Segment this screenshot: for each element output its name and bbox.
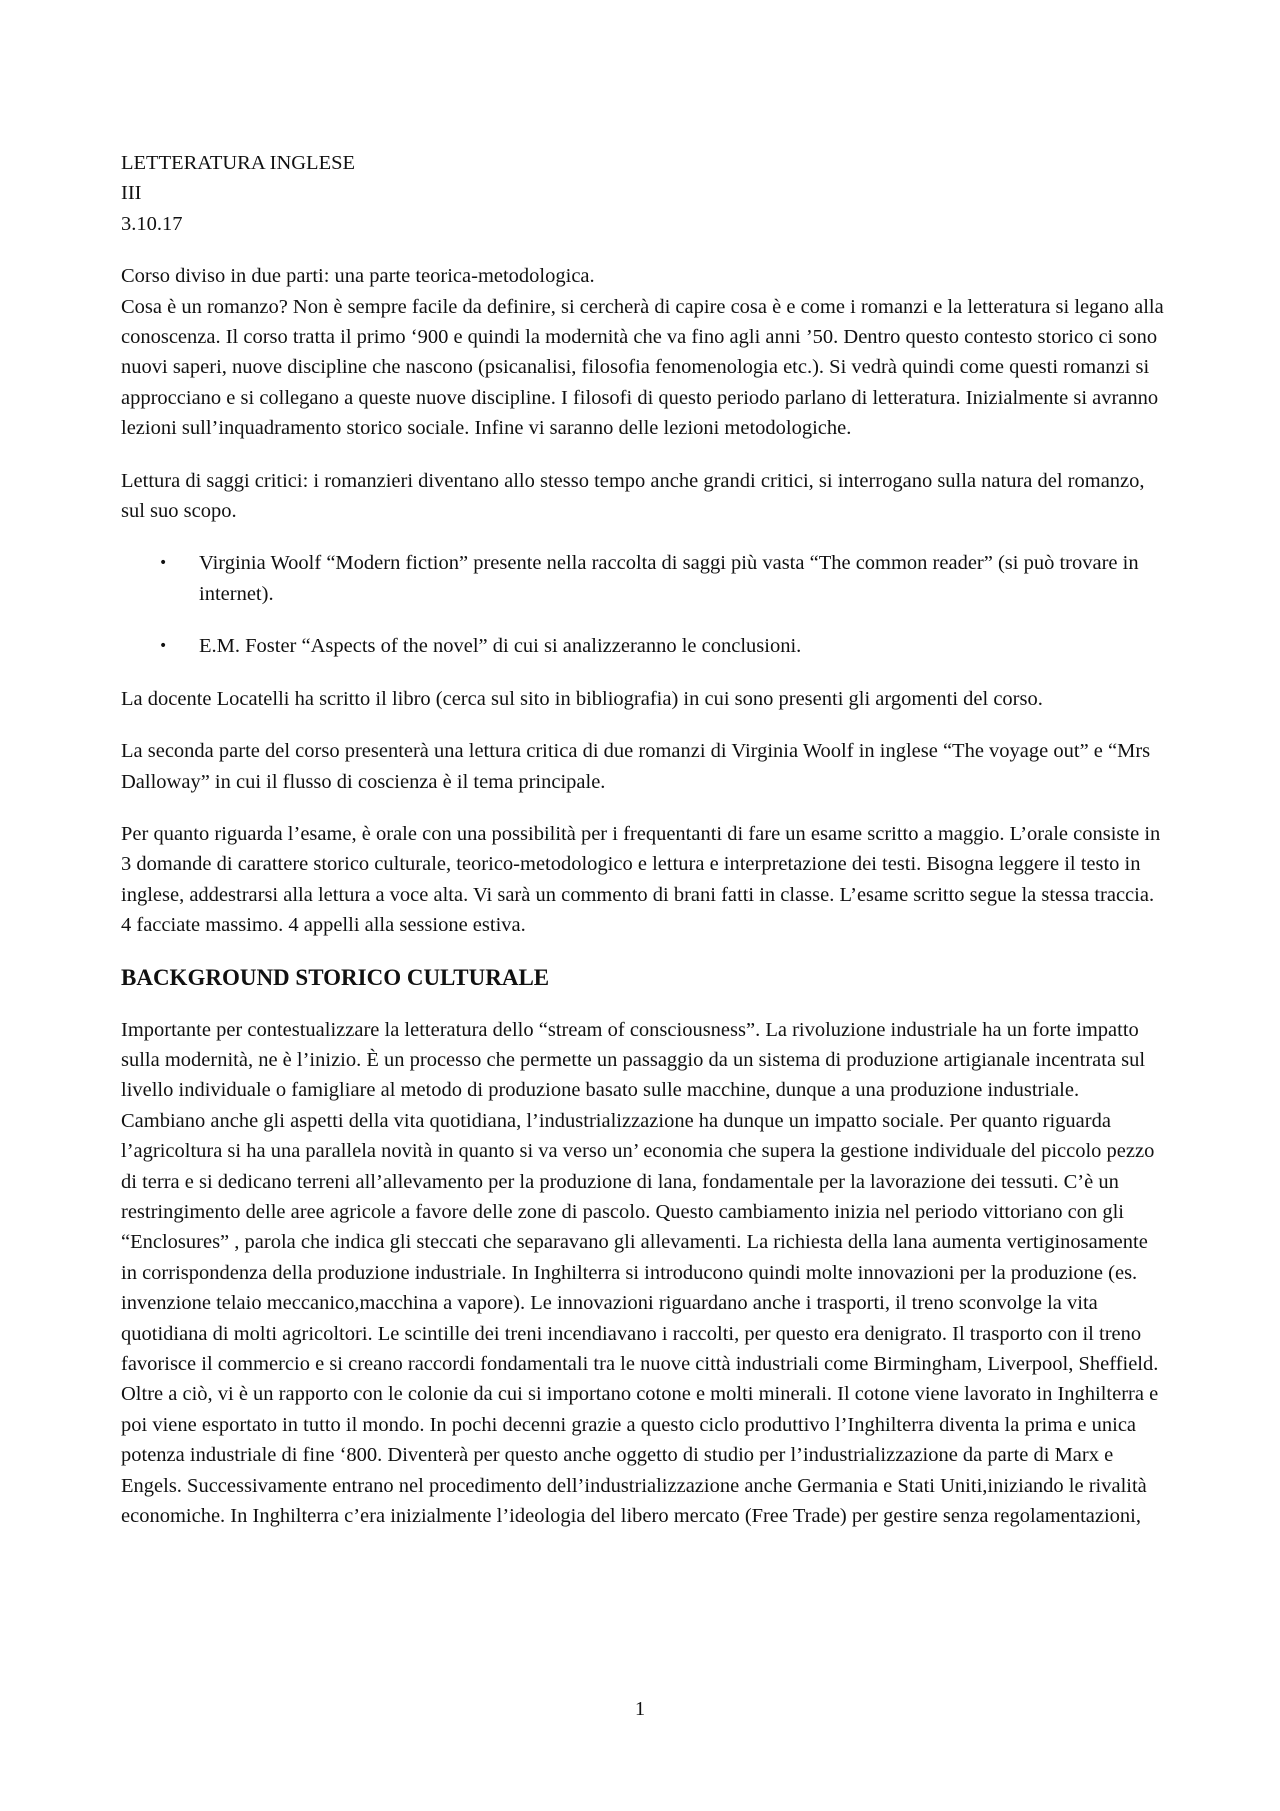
intro-body: Cosa è un romanzo? Non è sempre facile da definire, si cercherà di capire cosa è e come i romanzi e la letteratura si legano alla conoscenza. Il corso tratta il primo ‘900 e quindi la modernità che va fino agli anni ’50. Dentro questo contesto storico ci sono nuovi saperi, nuove discipline che nascono (psicanalisi, filosofia fenomenologia etc.). Si vedrà quindi come questi romanzi si approcciano e si collegano a queste nuove discipline. I filosofi di questo periodo parlano di letteratura. Inizialmente si avranno lezioni sull’inquadramento storico sociale. Infine vi saranno delle lezioni metodologiche. (121, 295, 1164, 440)
list-item (121, 548, 1166, 609)
list-item (121, 631, 1166, 661)
course-title: LETTERATURA INGLESE (121, 152, 356, 174)
intro-line: Corso diviso in due parti: una parte teorica-metodologica. (121, 265, 595, 288)
list-item-text: Virginia Woolf “Modern fiction” presente nella raccolta di saggi più vasta “The common reader” (si può trovare in internet). (199, 552, 1139, 605)
saggi-intro: Lettura di saggi critici: i romanzieri diventano allo stesso tempo anche grandi critici, si interrogano sulla natura del romanzo, sul suo scopo. (121, 469, 1145, 523)
spacer (121, 239, 1166, 261)
course-level: III (121, 182, 142, 205)
seconda-parte-paragraph: La seconda parte del corso presenterà una lettura critica di due romanzi di Virginia Woolf in inglese “The voyage out” e “Mrs Dalloway” in cui il flusso di coscienza è il tema principale. (121, 740, 1151, 793)
section-heading: BACKGROUND STORICO CULTURALE (121, 964, 550, 990)
saggi-list (121, 548, 1166, 661)
intro-paragraph (121, 261, 1166, 443)
section-body: Importante per contestualizzare la letteratura dello “stream of consciousness”. La rivoluzione industriale ha un forte impatto sulla modernità, ne è l’inizio. È un processo che permette un passaggio da un sistema di produzione artigianale incentrata sul livello individuale o famigliare al metodo di produzione basato sulle macchine, dunque a una produzione industriale. Cambiano anche gli aspetti della vita quotidiana, l’industrializzazione ha dunque un impatto sociale. Per quanto riguarda l’agricoltura si ha una parallela novità in quanto si va verso un’ economia che supera la gestione individuale del piccolo pezzo di terra e si dedicano terreni all’allevamento per la produzione di lana, fondamentale per la lavorazione dei tessuti. C’è un restringimento delle aree agricole a favore delle zone di pascolo. Questo cambiamento inizia nel periodo vittoriano con gli “Enclosures” , parola che indica gli steccati che separavano gli allevamenti. La richiesta della lana aumenta vertiginosamente in corrispondenza della produzione industriale. In Inghilterra si introducono quindi molte innovazioni per la produzione (es. invenzione telaio meccanico,macchina a vapore). Le innovazioni riguardano anche i trasporti, il treno sconvolge la vita quotidiana di molti agricoltori. Le scintille dei treni incendiavano i raccolti, per questo era denigrato. Il trasporto con il treno favorisce il commercio e si creano raccordi fondamentali tra le nuove città industriali come Birmingham, Liverpool, Sheffield. Oltre a ciò, vi è un rapporto con le colonie da cui si importano cotone e molti minerali. Il cotone viene lavorato in Inghilterra e poi viene esportato in tutto il mondo. In pochi decenni grazie a questo ciclo produttivo l’Inghilterra diventa la prima e unica potenza industriale di fine ‘800. Diventerà per questo anche oggetto di studio per l’industrializzazione da parte di Marx e Engels. Successivamente entrano nel procedimento dell’industrializzazione anche Germania e Stati Uniti,iniziando le rivalità economiche. In Inghilterra c’era inizialmente l’ideologia del libero mercato (Free Trade) per gestire senza regolamentazioni, (121, 1018, 1159, 1528)
page-number: 1 (634, 1698, 646, 1720)
esame-paragraph: Per quanto riguarda l’esame, è orale con una possibilità per i frequentanti di fare un esame scritto a maggio. L’orale consiste in 3 domande di carattere storico culturale, teorico-metodologico e lettura e interpretazione dei testi. Bisogna leggere il testo in inglese, addestrarsi alla lettura a voce alta. Vi sarà un commento di brani fatti in classe. L’esame scritto segue la stessa traccia. 4 facciate massimo. 4 appelli alla sessione estiva. (121, 822, 1161, 937)
lecture-date: 3.10.17 (121, 212, 183, 235)
bullet-icon: • (159, 638, 168, 655)
list-item-text: E.M. Foster “Aspects of the novel” di cui si analizzeranno le conclusioni. (199, 635, 802, 658)
document-header (121, 148, 1166, 239)
docente-paragraph: La docente Locatelli ha scritto il libro (cerca sul sito in bibliografia) in cui sono presenti gli argomenti del corso. (121, 687, 1043, 710)
bullet-icon: • (159, 555, 168, 572)
document-page (121, 148, 1166, 1531)
